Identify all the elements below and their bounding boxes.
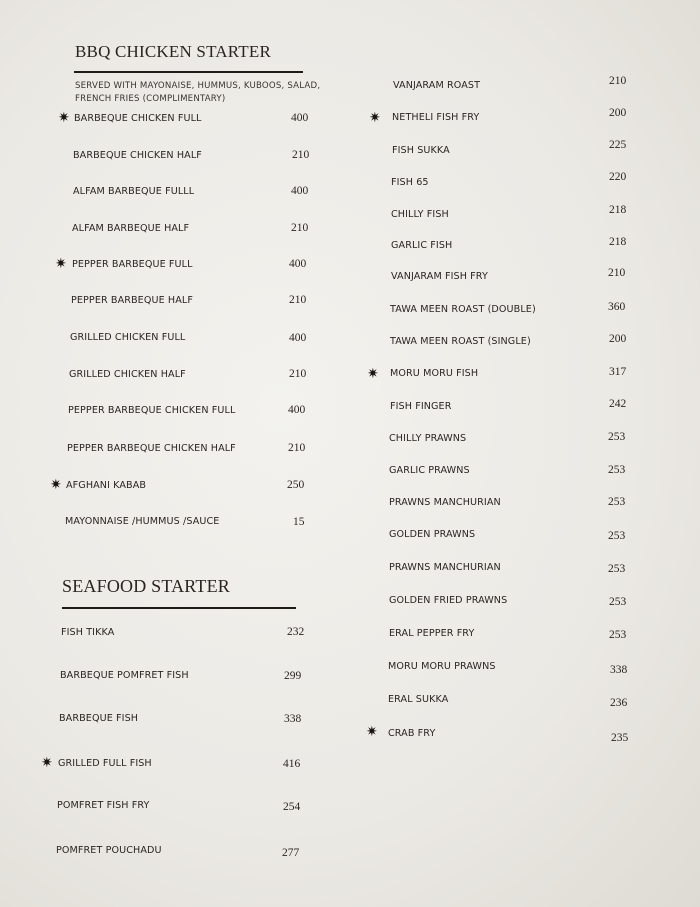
- bbq-item-price: 400: [289, 332, 307, 344]
- seafood-item-price: 277: [282, 847, 300, 859]
- right-item-name: VANJARAM ROAST: [393, 80, 481, 91]
- right-item-name: MORU MORU FISH: [390, 368, 479, 379]
- bbq-item-price: 400: [291, 185, 309, 197]
- right-item-name: MORU MORU PRAWNS: [388, 661, 496, 672]
- specialty-star-icon: ✷: [58, 110, 70, 126]
- right-item-name: CHILLY FISH: [391, 209, 449, 220]
- right-item-price: 200: [609, 107, 627, 119]
- right-item-name: GARLIC PRAWNS: [389, 465, 470, 476]
- seafood-item-name: GRILLED FULL FISH: [58, 758, 152, 769]
- right-item-price: 360: [608, 301, 626, 313]
- bbq-item-name: BARBEQUE CHICKEN HALF: [73, 150, 202, 161]
- specialty-star-icon: ✷: [55, 256, 67, 272]
- right-item-price: 218: [609, 204, 627, 216]
- bbq-item-name: PEPPER BARBEQUE CHICKEN HALF: [67, 443, 236, 454]
- seafood-item-name: POMFRET FISH FRY: [57, 800, 150, 811]
- bbq-item-price: 400: [289, 258, 307, 270]
- bbq-item-price: 15: [293, 516, 305, 528]
- right-item-name: FISH SUKKA: [392, 145, 450, 156]
- bbq-served-with-note: SERVED WITH MAYONAISE, HUMMUS, KUBOOS, SALAD, FRENCH FRIES (COMPLIMENTARY): [75, 81, 321, 104]
- right-item-name: PRAWNS MANCHURIAN: [389, 497, 501, 508]
- bbq-item-name: MAYONNAISE /HUMMUS /SAUCE: [65, 516, 220, 527]
- right-item-name: VANJARAM FISH FRY: [391, 271, 488, 282]
- seafood-item-name: BARBEQUE POMFRET FISH: [60, 670, 189, 681]
- bbq-item-name: GRILLED CHICKEN FULL: [70, 332, 186, 343]
- bbq-item-name: BARBEQUE CHICKEN FULL: [74, 113, 202, 124]
- right-item-name: GARLIC FISH: [391, 240, 453, 251]
- specialty-star-icon: ✷: [369, 110, 381, 126]
- right-item-name: NETHELI FISH FRY: [392, 112, 480, 123]
- bbq-item-name: GRILLED CHICKEN HALF: [69, 369, 186, 380]
- right-item-price: 253: [608, 496, 626, 508]
- right-item-price: 253: [608, 431, 626, 443]
- bbq-item-name: PEPPER BARBEQUE HALF: [71, 295, 193, 306]
- seafood-item-name: BARBEQUE FISH: [59, 713, 139, 724]
- right-item-name: GOLDEN FRIED PRAWNS: [389, 595, 508, 606]
- bbq-section-title: BBQ CHICKEN STARTER: [75, 42, 271, 61]
- right-item-price: 235: [611, 732, 629, 744]
- specialty-star-icon: ✷: [367, 366, 379, 382]
- bbq-item-price: 400: [291, 112, 309, 124]
- right-item-name: GOLDEN PRAWNS: [389, 529, 476, 540]
- right-item-price: 253: [609, 629, 627, 641]
- right-item-price: 200: [609, 333, 627, 345]
- seafood-item-price: 299: [284, 670, 302, 682]
- bbq-item-name: ALFAM BARBEQUE HALF: [72, 223, 190, 234]
- specialty-star-icon: ✷: [50, 477, 62, 493]
- seafood-item-name: POMFRET POUCHADU: [56, 845, 162, 856]
- right-item-price: 253: [608, 530, 626, 542]
- bbq-item-price: 210: [291, 222, 309, 234]
- right-item-name: FISH 65: [391, 177, 429, 188]
- bbq-item-price: 250: [287, 479, 305, 491]
- right-item-price: 338: [610, 664, 628, 676]
- right-item-price: 236: [610, 697, 628, 709]
- right-item-price: 253: [608, 563, 626, 575]
- right-item-name: ERAL PEPPER FRY: [389, 628, 475, 639]
- right-item-name: CHILLY PRAWNS: [389, 433, 467, 444]
- bbq-item-name: PEPPER BARBEQUE CHICKEN FULL: [68, 405, 236, 416]
- seafood-section-title: SEAFOOD STARTER: [62, 576, 230, 596]
- right-item-name: FISH FINGER: [390, 401, 452, 412]
- right-item-name: TAWA MEEN ROAST (DOUBLE): [390, 304, 536, 315]
- right-item-price: 253: [609, 596, 627, 608]
- right-item-name: PRAWNS MANCHURIAN: [389, 562, 501, 573]
- seafood-item-price: 254: [283, 801, 301, 813]
- right-item-price: 218: [609, 236, 627, 248]
- bbq-title-underline: [74, 71, 303, 73]
- right-item-name: CRAB FRY: [388, 728, 436, 739]
- right-item-price: 242: [609, 398, 627, 410]
- specialty-star-icon: ✷: [41, 755, 53, 771]
- seafood-item-name: FISH TIKKA: [61, 627, 115, 638]
- bbq-item-price: 400: [288, 404, 306, 416]
- seafood-item-price: 416: [283, 758, 301, 770]
- bbq-item-name: PEPPER BARBEQUE FULL: [72, 259, 193, 270]
- bbq-item-price: 210: [288, 442, 306, 454]
- bbq-item-price: 210: [289, 368, 307, 380]
- right-item-price: 210: [609, 75, 627, 87]
- right-item-price: 253: [608, 464, 626, 476]
- right-item-name: TAWA MEEN ROAST (SINGLE): [390, 336, 531, 347]
- seafood-title-underline: [62, 607, 296, 609]
- bbq-item-name: AFGHANI KABAB: [66, 480, 147, 491]
- bbq-item-name: ALFAM BARBEQUE FULLL: [73, 186, 195, 197]
- seafood-item-price: 232: [287, 626, 305, 638]
- bbq-item-price: 210: [289, 294, 307, 306]
- bbq-item-price: 210: [292, 149, 310, 161]
- right-item-price: 225: [609, 139, 627, 151]
- seafood-item-price: 338: [284, 713, 302, 725]
- specialty-star-icon: ✷: [366, 724, 378, 740]
- right-item-price: 210: [608, 267, 626, 279]
- right-item-price: 220: [609, 171, 627, 183]
- right-item-price: 317: [609, 366, 627, 378]
- right-item-name: ERAL SUKKA: [388, 694, 449, 705]
